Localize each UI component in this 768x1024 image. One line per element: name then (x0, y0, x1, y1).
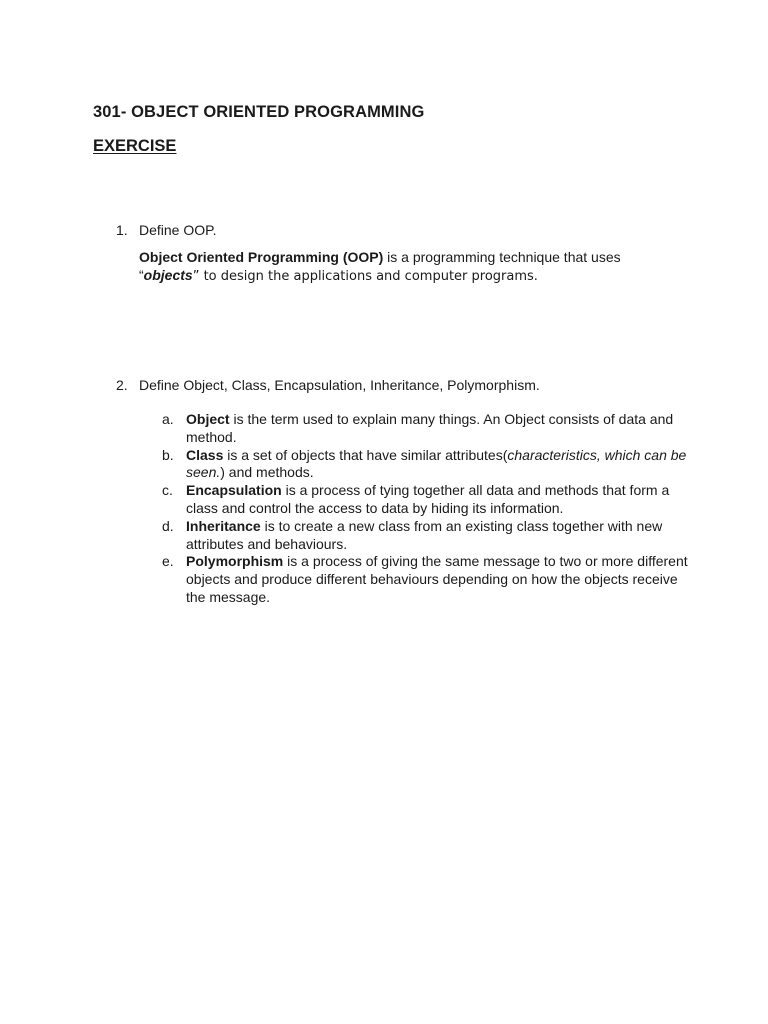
item-term: Object (186, 411, 230, 427)
list-item-object (162, 411, 692, 447)
answer-text-continued: to design the applications and computer programs. (199, 269, 538, 284)
item-italic-text: characteristics, which can be seen. (186, 446, 687, 481)
list-item-encapsulation (162, 482, 692, 518)
item-letter: e. (162, 553, 174, 570)
course-title: 301- OBJECT ORIENTED PROGRAMMING (93, 103, 425, 121)
list-item-inheritance (162, 518, 692, 554)
item-term: Encapsulation (186, 482, 282, 499)
item-term: Polymorphism (186, 553, 284, 570)
question-number: 2. (116, 377, 128, 393)
answer-text: is a programming technique that uses (383, 249, 621, 265)
item-letter: a. (162, 411, 174, 427)
item-letter: b. (162, 446, 174, 463)
question-prompt: Define Object, Class, Encapsulation, Inheritance, Polymorphism. (139, 377, 540, 393)
item-term: Inheritance (186, 517, 261, 534)
item-term: Class (186, 446, 224, 463)
answer-1 (139, 248, 684, 286)
definition-list (162, 411, 692, 607)
question-number: 1. (116, 222, 128, 238)
answer-term: Object Oriented Programming (OOP) (139, 249, 384, 265)
list-item-polymorphism (162, 553, 692, 606)
item-text: is a process of tying together all data and methods that form a class and control the access to data by hiding its information. (186, 482, 670, 516)
open-quote: “ (139, 267, 144, 283)
section-heading: EXERCISE (93, 137, 177, 155)
item-text: is to create a new class from an existing class together with new attributes and behaviours. (186, 517, 663, 552)
question-prompt: Define OOP. (139, 222, 217, 238)
answer-emphasis: objects (143, 267, 193, 283)
item-text: is a set of objects that have similar attributes( (223, 446, 508, 463)
item-text-after: ) and methods. (220, 464, 314, 481)
list-item-class (162, 447, 692, 483)
item-letter: d. (162, 517, 174, 534)
close-quote: ” (192, 269, 200, 284)
item-text: is a process of giving the same message to two or more different objects and produce different behaviours depending on how the objects receive the message. (186, 553, 688, 605)
item-text: is the term used to explain many things. An Object consists of data and method. (186, 411, 674, 445)
item-letter: c. (162, 482, 173, 499)
